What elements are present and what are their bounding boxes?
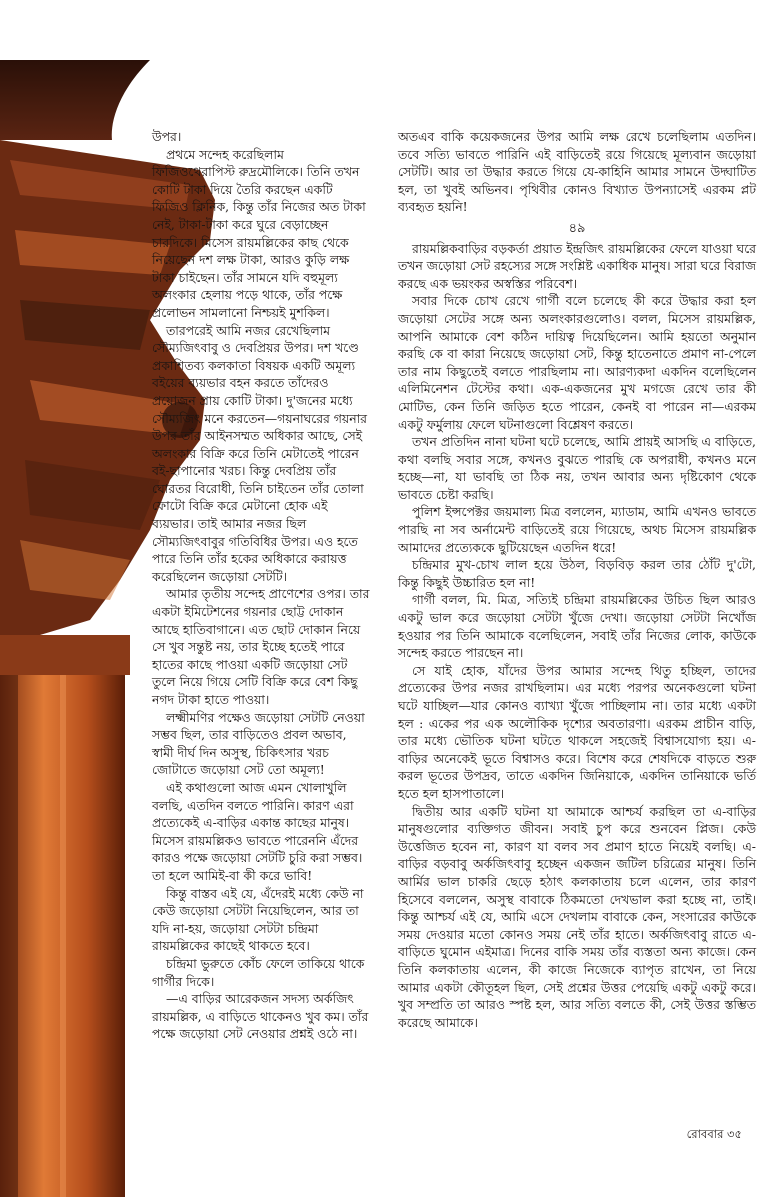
paragraph: চন্দ্রিমার মুখ-চোখ লাল হয়ে উঠল, বিড়বিড় করল তার ঠোঁট দু'টো, কিন্তু কিছুই উচ্চারিত হল না! [398, 557, 756, 590]
paragraph: দ্বিতীয় আর একটি ঘটনা যা আমাকে আশ্চর্য করছিল তা এ-বাড়ির মানুষগুলোর ব্যক্তিগত জীবন। সবাই চুপ করে শুনবেন প্লিজ। কেউ উত্তেজিত হবেন না, কারণ যা বলব সব প্রমাণ হাতে নিয়েই বলছি। এ-বাড়ির বড়বাবু অর্কজিৎবাবু হচ্ছেন একজন জটিল চরিত্রের মানুষ। তিনি আর্মির ভাল চাকরি ছেড়ে হঠাৎ কলকাতায় চলে এলেন, তার কারণ হিসেবে বললেন, অসুস্থ বাবাকে ঠিকমতো দেখভাল করা হচ্ছে না, তাই। কিন্তু আশ্চর্য এই যে, আমি এসে দেখলাম বাবাকে কেন, সংসারের কাউকে সময় দেওয়ার মতো কোনও সময় নেই তাঁর হাতে। অর্কজিৎবাবু রাতে এ-বাড়িতে ঘুমোন এইমাত্র। দিনের বাকি সময় তাঁর ব্যস্ততা অন্য কাজে। কেন তিনি কলকাতায় এলেন, কী কাজে নিজেকে ব্যাপৃত রাখেন, তা নিয়ে আমার একটা কৌতূহল ছিল, সেই প্রশ্নের উত্তর পেয়েছি একটু একটু করে। খুব সম্প্রতি তা আরও স্পষ্ট হল, আর সত্যি বলতে কী, সেই উত্তর স্তম্ভিত করেছে আমাকে। [398, 803, 756, 1030]
paragraph: প্রথমে সন্দেহ করেছিলাম ফিজিওথেরাপিস্ট রুদ্রমৌলিকে। তিনি তখন কোটি টাকা দিয়ে তৈরি করছেন একটি ফিজিও ক্লিনিক, কিন্তু তাঁর নিজের অত টাকা নেই, টাকা-টাকা করে ঘুরে বেড়াচ্ছেন চারদিকে। মিসেস রায়মল্লিকের কাছ থেকে নিয়েছেন দশ লক্ষ টাকা, আরও কুড়ি লক্ষ টাকা চাইছেন। তাঁর সামনে যদি বহুমূল্য অলংকার হেলায় পড়ে থাকে, তাঁর পক্ষে প্রলোভন সামলানো নিশ্চয়ই মুশকিল। [152, 146, 366, 320]
paragraph: কিন্তু বাস্তব এই যে, এঁদেরই মধ্যে কেউ না কেউ জড়োয়া সেটটা নিয়েছিলেন, আর তা যদি না-হয়, জড়োয়া সেটটা চন্দ্রিমা রায়মল্লিকের কাছেই থাকতে হবে। [152, 885, 364, 954]
paragraph: উপর। [152, 129, 182, 144]
paragraph: —এ বাড়ির আরেকজন সদস্য অর্কজিৎ রায়মল্লিক, এ বাড়িতে থাকেনও খুব কম। তাঁর পক্ষে জড়োয়া সেট নেওয়ার প্রশ্নই ওঠে না। [152, 991, 369, 1042]
paragraph: সবার দিকে চোখ রেখে গার্গী বলে চলেছে কী করে উদ্ধার করা হল জড়োয়া সেটের সঙ্গে অন্য অলংকারগুলোও। বলল, মিসেস রায়মল্লিক, আপনি আমাকে বেশ কঠিন দায়িত্ব দিয়েছিলেন। আমি হয়তো অনুমান করছি কে বা কারা নিয়েছে জড়োয়া সেট, কিন্তু হাতেনাতে প্রমাণ না-পেলে তার নাম কিছুতেই বলতে পারছিলাম না। আরণ্যকদা একদিন বলেছিলেন এলিমিনেশন টেস্টের কথা। এক-একজনের মুখ মগজে রেখে তার কী মোটিভ, কেন তিনি জড়িত হতে পারেন, কেনই বা পারেন না—এরকম একটু ফর্মুলায় ফেলে ঘটনাগুলো বিশ্লেষণ করতে। [398, 293, 756, 432]
paragraph: চন্দ্রিমা ভুরুতে কোঁচ ফেলে তাকিয়ে থাকে গার্গীর দিকে। [152, 955, 365, 989]
paragraph: সে যাই হোক, যাঁদের উপর আমার সন্দেহ থিতু হচ্ছিল, তাদের প্রত্যেকের উপর নজর রাখছিলাম। এর মধ্যে পরপর অনেকগুলো ঘটনা ঘটে যাচ্ছিল—যার কোনও ব্যাখ্যা খুঁজে পাচ্ছিলাম না। তার মধ্যে একটা হল : একের পর এক অলৌকিক দৃশ্যের অবতারণা। এরকম প্রাচীন বাড়ি, তার মধ্যে ভৌতিক ঘটনা ঘটতে থাকলে সহজেই বিশ্বাসযোগ্য হয়। এ-বাড়ির অনেকেই ভূতে বিশ্বাসও করে। বিশেষ করে শেষদিকে বাড়তে শুরু করল ভূতের উপদ্রব, তাতে একদিন জিনিয়াকে, একদিন তানিয়াকে ভর্তি হতে হল হাসপাতালে। [398, 662, 756, 801]
paragraph: গার্গী বলল, মি. মিত্র, সত্যিই চন্দ্রিমা রায়মল্লিকের উচিত ছিল আরও একটু ভাল করে জড়োয়া সেটটা খুঁজে দেখা। জড়োয়া সেটটা নিখোঁজ হওয়ার পর তিনি আমাকে বলেছিলেন, সবাই তাঁর নিজের লোক, কাউকে সন্দেহ করতে পারছেন না। [398, 592, 756, 661]
paragraph: আমার তৃতীয় সন্দেহ প্রাণেশের ওপর। তার একটা ইমিটেশনের গয়নার ছোট্ট দোকান আছে হাতিবাগানে। এত ছোট দোকান নিয়ে সে খুব সন্তুষ্ট নয়, তার ইচ্ছে হতেই পারে হাতের কাছে পাওয়া একটি জড়োয়া সেট তুলে নিয়ে গিয়ে সেটি বিক্রি করে বেশ কিছু নগদ টাকা হাতে পাওয়া। [152, 586, 370, 707]
paragraph: লক্ষ্মীমণির পক্ষেও জড়োয়া সেটটি নেওয়া সম্ভব ছিল, তার বাড়িতেও প্রবল অভাব, স্বামী দীর্ঘ দিন অসুস্থ, চিকিৎসার খরচ জোটাতে জড়োয়া সেট তো অমূল্য! [152, 709, 365, 778]
page-footer: রোববার ৩৫ [686, 1127, 742, 1141]
paragraph: রায়মল্লিকবাড়ির বড়কর্তা প্রয়াত ইন্দ্রজিৎ রায়মল্লিকের ফেলে যাওয়া ঘরে তখন জড়োয়া সেট রহস্যের সঙ্গে সংশ্লিষ্ট একাধিক মানুষ। সারা ঘরে বিরাজ করছে এক ভয়ংকর অস্বস্তির পরিবেশ। [398, 240, 756, 291]
paragraph: অতএব বাকি কয়েকজনের উপর আমি লক্ষ রেখে চলেছিলাম এতদিন। তবে সত্যি ভাবতে পারিনি এই বাড়িতেই রয়ে গিয়েছে মূল্যবান জড়োয়া সেটটি। আর তা উদ্ধার করতে গিয়ে যে-কাহিনি আমার সামনে উদ্ঘাটিত হল, তা খুবই অভিনব। পৃথিবীর কোনও বিখ্যাত উপন্যাসেই এরকম প্লট ব্যবহৃত হয়নি! [398, 129, 756, 215]
paragraph: তখন প্রতিদিন নানা ঘটনা ঘটে চলেছে, আমি প্রায়ই আসছি এ বাড়িতে, কথা বলছি সবার সঙ্গে, কখনও বুঝতে পারছি কে অপরাধী, কখনও মনে হচ্ছে—না, যা ভাবছি তা ঠিক নয়, তখন আবার অন্য দৃষ্টিকোণ থেকে ভাবতে চেষ্টা করছি। [398, 434, 756, 502]
paragraph: তারপরেই আমি নজর রেখেছিলাম সৌম্যজিৎবাবু ও দেবপ্রিয়র উপর। দশ খণ্ডে প্রকাশিতব্য কলকাতা বিষয়ক একটি অমূল্য বইয়ের ব্যয়ভার বহন করতে তাঁদেরও প্রয়োজন প্রায় কোটি টাকা। দু'জনের মধ্যে সৌম্যজিৎ মনে করতেন—গয়নাঘরের গয়নার উপর তাঁর আইনসম্মত অধিকার আছে, সেই অলংকার বিক্রি করে তিনি মেটাতেই পারেন বই-ছাপানোর খরচ। কিন্তু দেবপ্রিয় তাঁর ঘোরতর বিরোধী, তিনি চাইতেন তাঁর তোলা ফোটো বিক্রি করে মেটানো হোক এই ব্যয়ভার। তাই আমার নজর ছিল সৌম্যজিৎবাবুর গতিবিধির উপর। এও হতে পারে তিনি তাঁর হকের অধিকারে করায়ত্ত করেছিলেন জড়োয়া সেটটি। [152, 322, 367, 584]
section-number: ৪৯ [568, 220, 586, 236]
paragraph: পুলিশ ইন্সপেক্টর জয়মাল্য মিত্র বললেন, ম্যাডাম, আমি এখনও ভাবতে পারছি না সব অর্নামেন্ট বাড়িতেই রয়ে গিয়েছে, অথচ মিসেস রায়মল্লিক আমাদের প্রত্যেককে ছুটিয়েছেন এতদিন ধরে! [398, 504, 756, 555]
right-text-column [398, 128, 756, 1031]
left-text-column [152, 128, 370, 1043]
paragraph: এই কথাগুলো আজ এমন খোলাখুলি বলছি, এতদিন বলতে পারিনি। কারণ এরা প্রত্যেকেই এ-বাড়ির একান্ত কাছের মানুষ। মিসেস রায়মল্লিকও ভাবতে পারেননি এঁদের কারও পক্ষে জড়োয়া সেটটি চুরি করা সম্ভব। তা হলে আমিই-বা কী করে ভাবি! [152, 779, 363, 883]
